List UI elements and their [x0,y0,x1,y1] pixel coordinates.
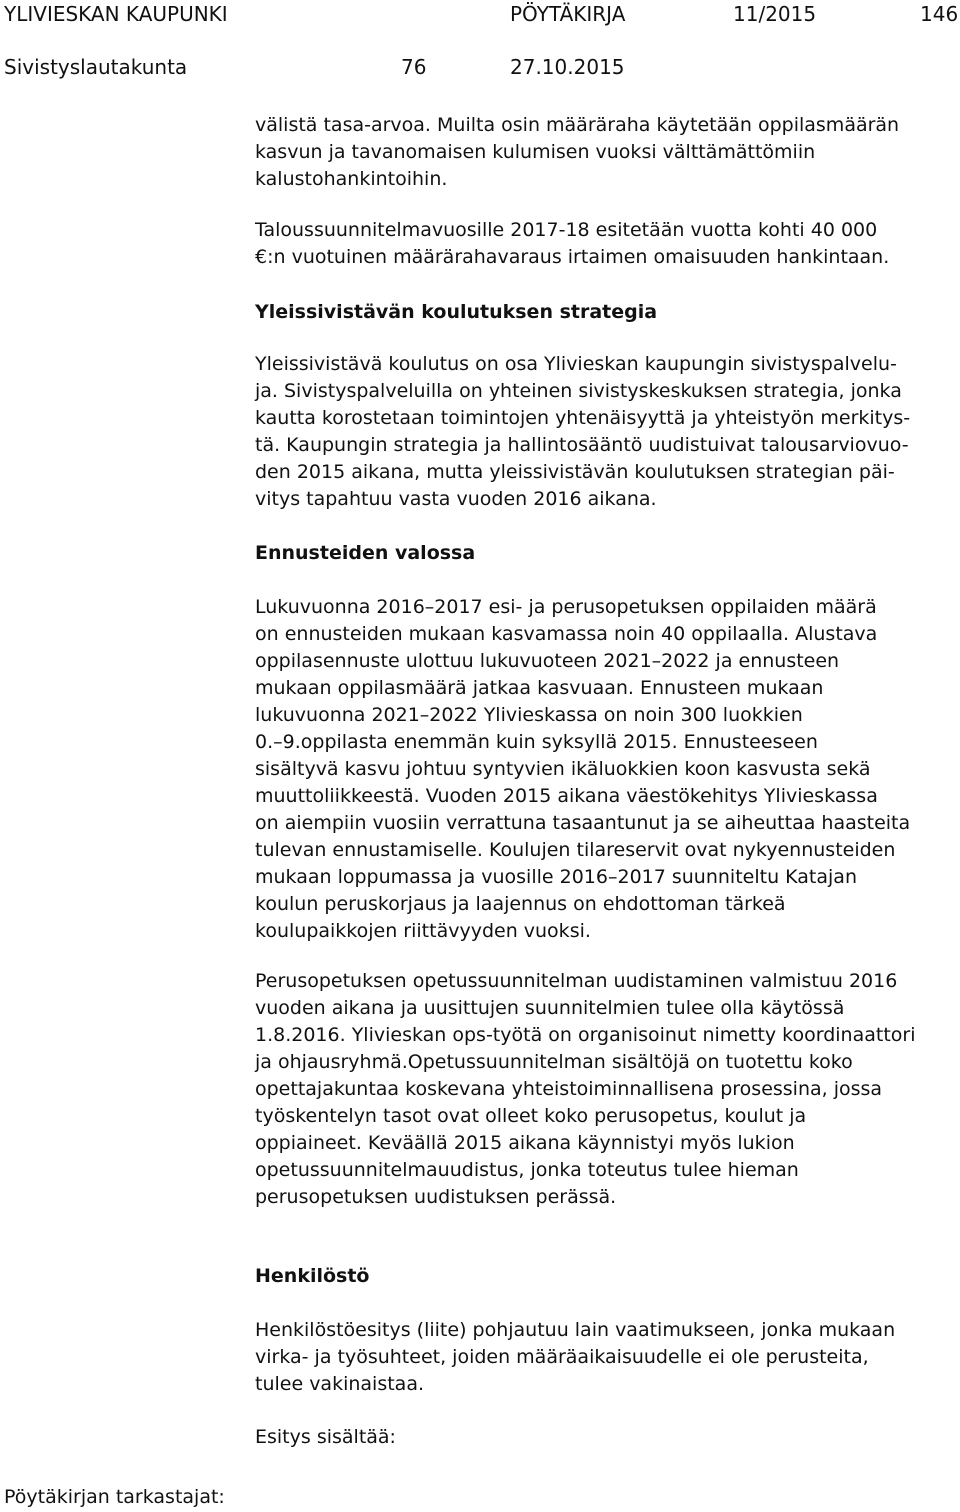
text-line: 1.8.2016. Ylivieskan ops-työtä on organisoinut nimetty koordinaattori [255,1024,916,1046]
text-line: kasvun ja tavanomaisen kulumisen vuoksi välttämättömiin [255,141,816,163]
section-number: 76 [401,55,427,79]
text-line: vuoden aikana ja uusittujen suunnitelmien tulee olla käytössä [255,997,845,1019]
text-line: on aiempiin vuosiin verrattuna tasaantunut ja se aiheuttaa haasteita [255,812,911,834]
text-line: opettajakuntaa koskevana yhteistoiminnallisena prosessina, jossa [255,1078,883,1100]
text-line: koulupaikkojen riittävyyden vuoksi. [255,920,591,942]
text-line: muuttoliikkeestä. Vuoden 2015 aikana väestökehitys Ylivieskassa [255,785,878,807]
text-line: koulun peruskorjaus ja laajennus on ehdottoman tärkeä [255,893,786,915]
document-number: 11/2015 [733,2,817,26]
text-line: €:n vuotuinen määrärahavaraus irtaimen omaisuuden hankintaan. [255,246,890,268]
text-line: tulee vakinaistaa. [255,1373,424,1395]
text-line: Yleissivistävä koulutus on osa Ylivieskan kaupungin sivistyspalvelu- [255,353,897,375]
text-line: mukaan loppumassa ja vuosille 2016–2017 suunniteltu Katajan [255,866,857,888]
text-line: Taloussuunnitelmavuosille 2017-18 esitetään vuotta kohti 40 000 [255,219,878,241]
text-line: tä. Kaupungin strategia ja hallintosääntö uudistuivat talousarviovuo- [255,434,909,456]
text-line: Henkilöstöesitys (liite) pohjautuu lain vaatimukseen, jonka mukaan [255,1319,896,1341]
document-header [0,0,960,82]
text-line: 0.–9.oppilasta enemmän kuin syksyllä 2015. Ennusteeseen [255,731,818,753]
text-line: perusopetuksen uudistuksen perässä. [255,1186,617,1208]
text-line: Perusopetuksen opetussuunnitelman uudistaminen valmistuu 2016 [255,970,898,992]
text-line: ja. Sivistyspalveluilla on yhteinen sivistyskeskuksen strategia, jonka [255,380,902,402]
text-line: mukaan oppilasmäärä jatkaa kasvuaan. Ennusteen mukaan [255,677,824,699]
text-line: vitys tapahtuu vasta vuoden 2016 aikana. [255,488,657,510]
meeting-date: 27.10.2015 [510,55,625,79]
text-line: on ennusteiden mukaan kasvamassa noin 40 oppilaalla. Alustava [255,623,878,645]
text-line: kautta korostetaan toimintojen yhtenäisyyttä ja yhteistyön merkitys- [255,407,911,429]
text-line: työskentelyn tasot ovat olleet koko perusopetus, koulut ja [255,1105,807,1127]
text-line: opetussuunnitelmauudistus, jonka toteutus tulee hieman [255,1159,799,1181]
page-number: 146 [920,2,959,26]
text-line: oppilasennuste ulottuu lukuvuoteen 2021–2022 ja ennusteen [255,650,840,672]
text-line: välistä tasa-arvoa. Muilta osin määräraha käytetään oppilasmäärän [255,114,900,136]
text-line: Lukuvuonna 2016–2017 esi- ja perusopetuksen oppilaiden määrä [255,596,877,618]
reviewers-label: Pöytäkirjan tarkastajat: [4,1486,225,1508]
text-line: sisältyvä kasvu johtuu syntyvien ikäluokkien koon kasvusta sekä [255,758,871,780]
document-type: PÖYTÄKIRJA [510,2,626,26]
text-line: virka- ja työsuhteet, joiden määräaikaisuudelle ei ole perusteita, [255,1346,869,1368]
text-line: lukuvuonna 2021–2022 Ylivieskassa on noin 300 luokkien [255,704,803,726]
text-line: tulevan ennustamiselle. Koulujen tilareservit ovat nykyennusteiden [255,839,896,861]
text-line: ja ohjausryhmä.Opetussuunnitelman sisältöjä on tuotettu koko [255,1051,853,1073]
board-name: Sivistyslautakunta [4,55,188,79]
text-line: den 2015 aikana, mutta yleissivistävän koulutuksen strategian päi- [255,461,895,483]
text-line: kalustohankintoihin. [255,168,448,190]
organization-name: YLIVIESKAN KAUPUNKI [4,2,228,26]
text-line: oppiaineet. Keväällä 2015 aikana käynnistyi myös lukion [255,1132,795,1154]
